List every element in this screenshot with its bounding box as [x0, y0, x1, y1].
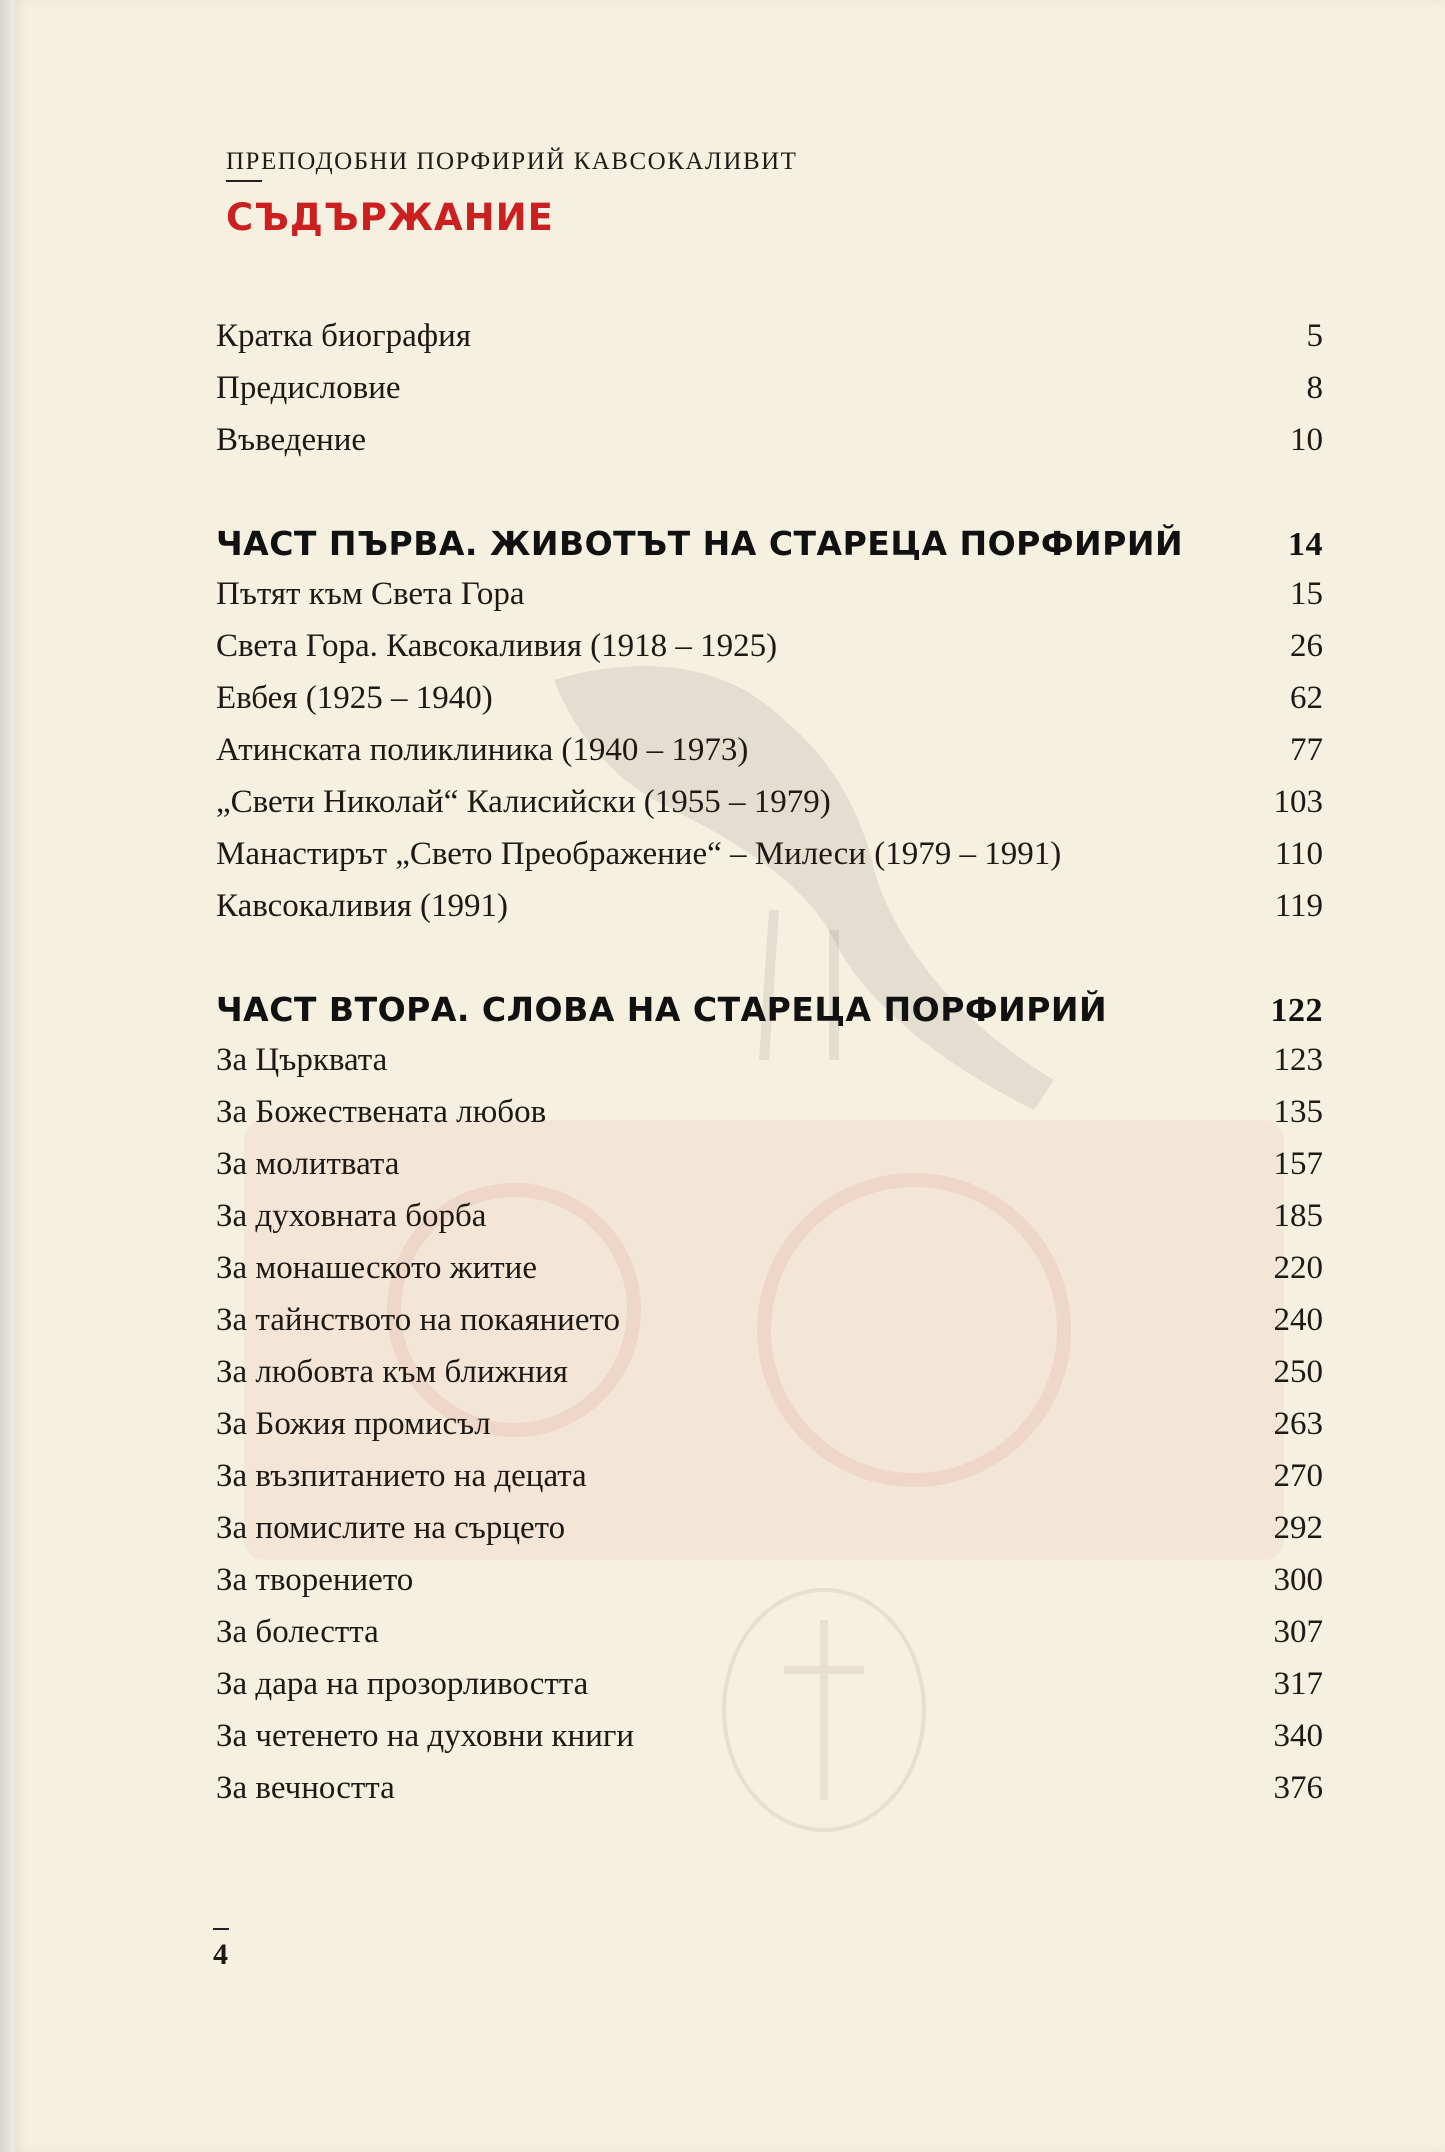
toc-entry-title: За дара на прозорливостта: [216, 1666, 589, 1702]
toc-entry-page: 135: [1273, 1094, 1323, 1130]
toc-entry: [216, 1770, 1323, 1822]
toc-entry: [216, 1458, 1323, 1510]
toc-entry: [216, 1562, 1323, 1614]
toc-entry: [216, 1614, 1323, 1666]
toc-entry: [216, 1198, 1323, 1250]
toc-part-heading: [216, 990, 1323, 1042]
toc-entry-title: За болестта: [216, 1614, 379, 1650]
toc-entry: [216, 1042, 1323, 1094]
part-title: ЧАСТ ВТОРА. СЛОВА НА СТАРЕЦА ПОРФИРИЙ: [216, 990, 1108, 1029]
toc-entry: [216, 422, 1323, 474]
toc-entry-title: „Свети Николай“ Калисийски (1955 – 1979): [216, 784, 831, 820]
toc-entry-page: 77: [1290, 732, 1323, 768]
toc-entry: [216, 784, 1323, 836]
toc-entry-page: 26: [1290, 628, 1323, 664]
toc-entry-page: 240: [1273, 1302, 1323, 1338]
toc-entry-title: За Божия промисъл: [216, 1406, 491, 1442]
toc-part2-list: [216, 1042, 1323, 1822]
page-title: СЪДЪРЖАНИЕ: [226, 196, 554, 239]
toc-entry-page: 8: [1306, 370, 1323, 406]
running-head: ПРЕПОДОБНИ ПОРФИРИЙ КАВСОКАЛИВИТ: [226, 148, 798, 175]
toc-part-heading: [216, 524, 1323, 576]
toc-entry-page: 10: [1290, 422, 1323, 458]
book-page: [14, 0, 1445, 2152]
toc-entry-title: Въведение: [216, 422, 367, 458]
toc-entry-title: За молитвата: [216, 1146, 400, 1182]
toc-entry-page: 220: [1273, 1250, 1323, 1286]
toc-entry-title: Света Гора. Кавсокаливия (1918 – 1925): [216, 628, 778, 664]
toc-entry: [216, 576, 1323, 628]
toc-entry-title: Кавсокаливия (1991): [216, 888, 509, 924]
toc-entry-title: За тайнството на покаянието: [216, 1302, 620, 1338]
toc-entry: [216, 1406, 1323, 1458]
header-rule: [226, 180, 262, 182]
toc-entry-title: За любовта към ближния: [216, 1354, 568, 1390]
folio-rule: [213, 1928, 229, 1930]
toc-entry-title: Пътят към Света Гора: [216, 576, 525, 612]
toc-entry: [216, 732, 1323, 784]
toc-entry-page: 300: [1273, 1562, 1323, 1598]
page-edge: [0, 0, 14, 2152]
toc-entry-title: Манастирът „Свето Преображение“ – Милеси (1979 – 1991): [216, 836, 1062, 872]
toc-entry-page: 376: [1273, 1770, 1323, 1806]
toc-entry-page: 15: [1290, 576, 1323, 612]
toc-entry-title: За Божествената любов: [216, 1094, 547, 1130]
toc-entry-title: За вечността: [216, 1770, 395, 1806]
toc-entry-page: 5: [1306, 318, 1323, 354]
toc-entry-title: За четенето на духовни книги: [216, 1718, 635, 1754]
toc-entry: [216, 370, 1323, 422]
toc-entry: [216, 318, 1323, 370]
toc-entry-page: 317: [1273, 1666, 1323, 1702]
toc-entry-page: 103: [1273, 784, 1323, 820]
toc-entry-page: 119: [1274, 888, 1323, 924]
toc-entry-title: Евбея (1925 – 1940): [216, 680, 493, 716]
toc-entry: [216, 680, 1323, 732]
toc-entry-page: 292: [1273, 1510, 1323, 1546]
toc-entry-title: Предисловие: [216, 370, 401, 406]
toc-entry: [216, 1510, 1323, 1562]
table-of-contents: [216, 318, 1323, 1822]
part-page: 14: [1288, 526, 1323, 563]
part-page: 122: [1270, 992, 1323, 1029]
toc-entry-title: Кратка биография: [216, 318, 472, 354]
toc-entry: [216, 888, 1323, 940]
toc-entry-page: 110: [1274, 836, 1323, 872]
page-number: 4: [213, 1938, 228, 1971]
toc-entry: [216, 1302, 1323, 1354]
toc-entry-title: За помислите на сърцето: [216, 1510, 566, 1546]
toc-entry-page: 157: [1273, 1146, 1323, 1182]
toc-entry: [216, 1146, 1323, 1198]
toc-entry-page: 307: [1273, 1614, 1323, 1650]
toc-entry-title: Атинската поликлиника (1940 – 1973): [216, 732, 749, 768]
toc-entry-page: 340: [1273, 1718, 1323, 1754]
toc-entry-title: За творението: [216, 1562, 414, 1598]
toc-entry-title: За духовната борба: [216, 1198, 487, 1234]
toc-entry-page: 270: [1273, 1458, 1323, 1494]
toc-entry: [216, 628, 1323, 680]
toc-part1-list: [216, 576, 1323, 940]
toc-entry-page: 62: [1290, 680, 1323, 716]
toc-entry: [216, 836, 1323, 888]
part-title: ЧАСТ ПЪРВА. ЖИВОТЪТ НА СТАРЕЦА ПОРФИРИЙ: [216, 524, 1184, 563]
toc-entry: [216, 1718, 1323, 1770]
toc-entry-page: 185: [1273, 1198, 1323, 1234]
toc-entry-page: 123: [1273, 1042, 1323, 1078]
toc-entry-page: 263: [1273, 1406, 1323, 1442]
toc-entry: [216, 1666, 1323, 1718]
toc-entry-title: За монашеското житие: [216, 1250, 537, 1286]
toc-entry-page: 250: [1273, 1354, 1323, 1390]
toc-entry-title: За възпитанието на децата: [216, 1458, 587, 1494]
toc-entry: [216, 1094, 1323, 1146]
toc-entry: [216, 1354, 1323, 1406]
toc-intro-list: [216, 318, 1323, 474]
toc-entry-title: За Църквата: [216, 1042, 388, 1078]
toc-entry: [216, 1250, 1323, 1302]
